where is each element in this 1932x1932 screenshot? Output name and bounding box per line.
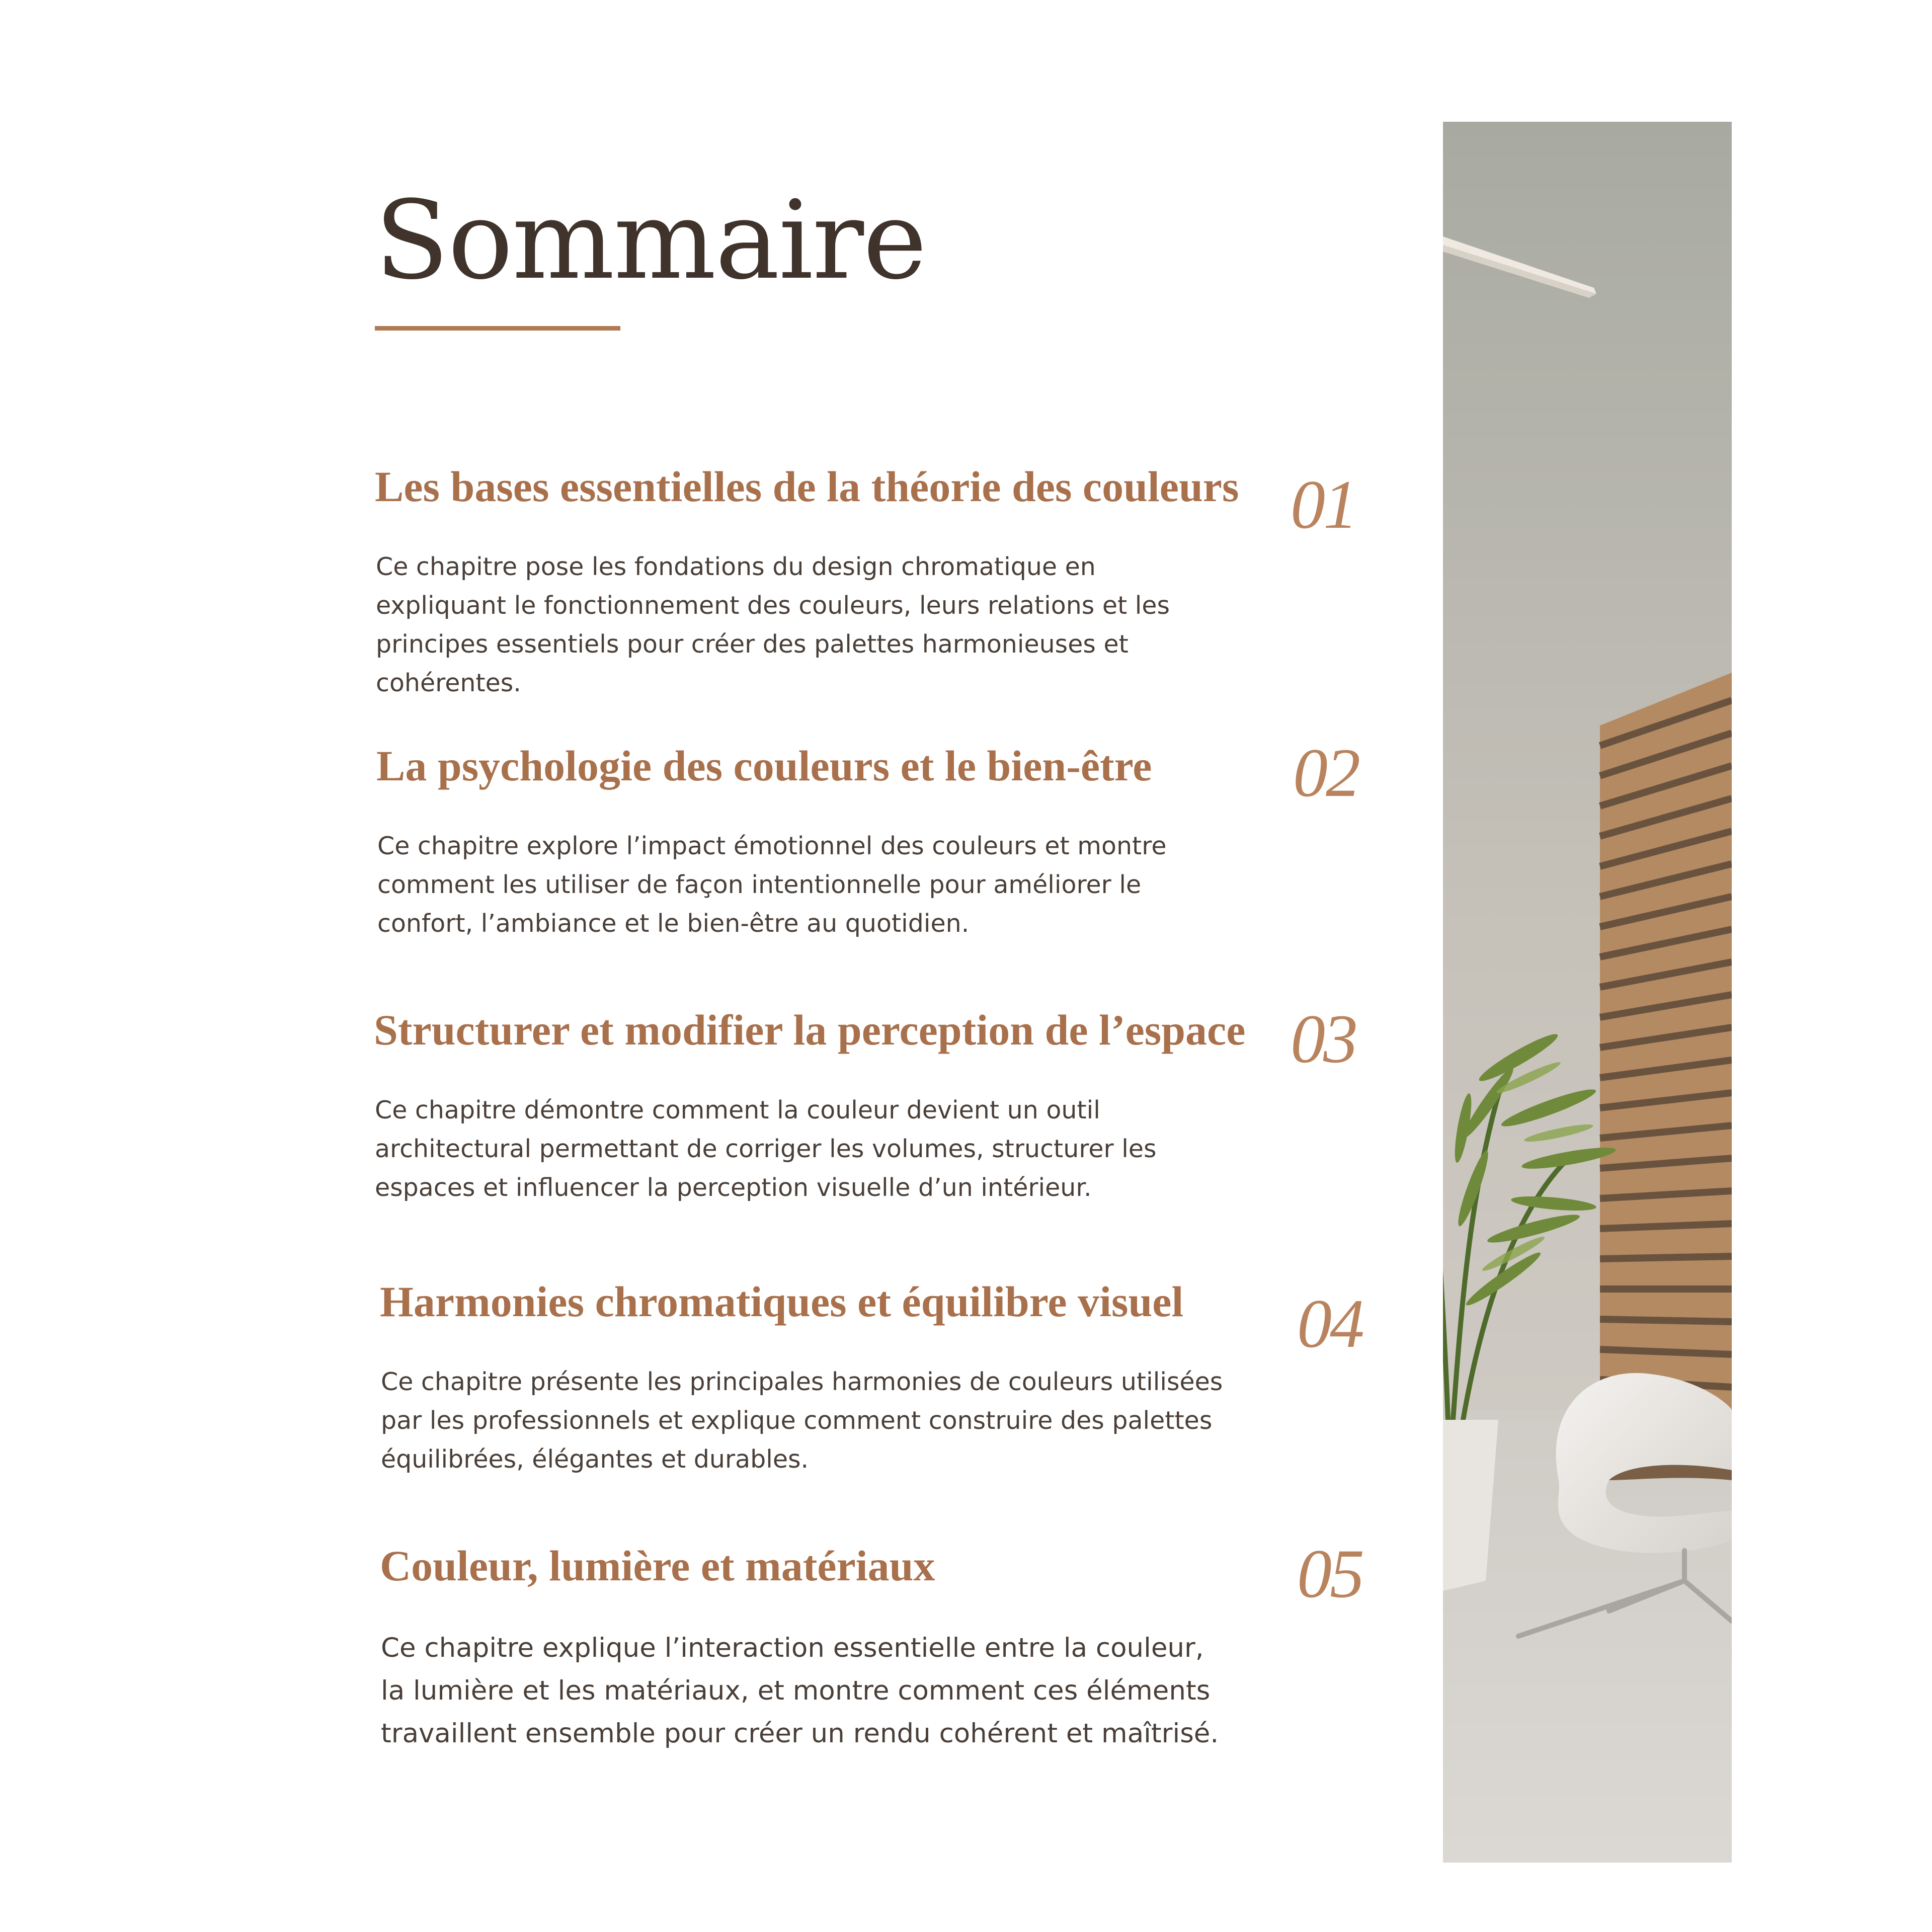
- toc-entry-5[interactable]: [380, 1535, 1396, 1804]
- entry-number: 05: [1297, 1535, 1362, 1612]
- entry-description: Ce chapitre explore l’impact émotionnel des couleurs et montre comment les utiliser de façon intentionnelle pour améliorer le confort, l’ambiance et le bien-être au quotidien.: [377, 832, 1167, 938]
- title-underline: [375, 326, 620, 331]
- toc-entry-2[interactable]: [376, 734, 1393, 1004]
- entry-number: 01: [1291, 466, 1356, 543]
- entry-description: Ce chapitre explique l’interaction essentielle entre la couleur, la lumière et les matériaux, et montre comment ces éléments travaillent ensemble pour créer un rendu cohérent et maîtrisé.: [381, 1633, 1219, 1749]
- entry-title: La psychologie des couleurs et le bien-être: [376, 742, 1152, 790]
- interior-photo-illustration: [1443, 122, 1732, 1863]
- entry-number: 02: [1293, 734, 1358, 811]
- entry-description: Ce chapitre présente les principales harmonies de couleurs utilisées par les professionnels et explique comment construire des palettes équilibrées, élégantes et durables.: [381, 1367, 1223, 1474]
- toc-entry-4[interactable]: [380, 1278, 1396, 1540]
- toc-entry-3[interactable]: [374, 1000, 1390, 1268]
- entry-title: Harmonies chromatiques et équilibre visuel: [380, 1277, 1184, 1326]
- entry-number: 04: [1297, 1285, 1362, 1362]
- entry-title: Les bases essentielles de la théorie des couleurs: [375, 462, 1239, 511]
- entry-number: 03: [1291, 1000, 1356, 1077]
- interior-photo: [1443, 122, 1732, 1863]
- entry-title: Structurer et modifier la perception de l’espace: [374, 1006, 1246, 1054]
- toc-entry-1[interactable]: [375, 463, 1391, 725]
- page-title: Sommaire: [375, 177, 926, 303]
- entry-description: Ce chapitre pose les fondations du design chromatique en expliquant le fonctionnement des couleurs, leurs relations et les principes essentiels pour créer des palettes harmonieuses et cohérentes.: [376, 552, 1170, 697]
- entry-description: Ce chapitre démontre comment la couleur devient un outil architectural permettant de corriger les volumes, structurer les espaces et influencer la perception visuelle d’un intérieur.: [375, 1096, 1157, 1202]
- entry-title: Couleur, lumière et matériaux: [380, 1542, 935, 1590]
